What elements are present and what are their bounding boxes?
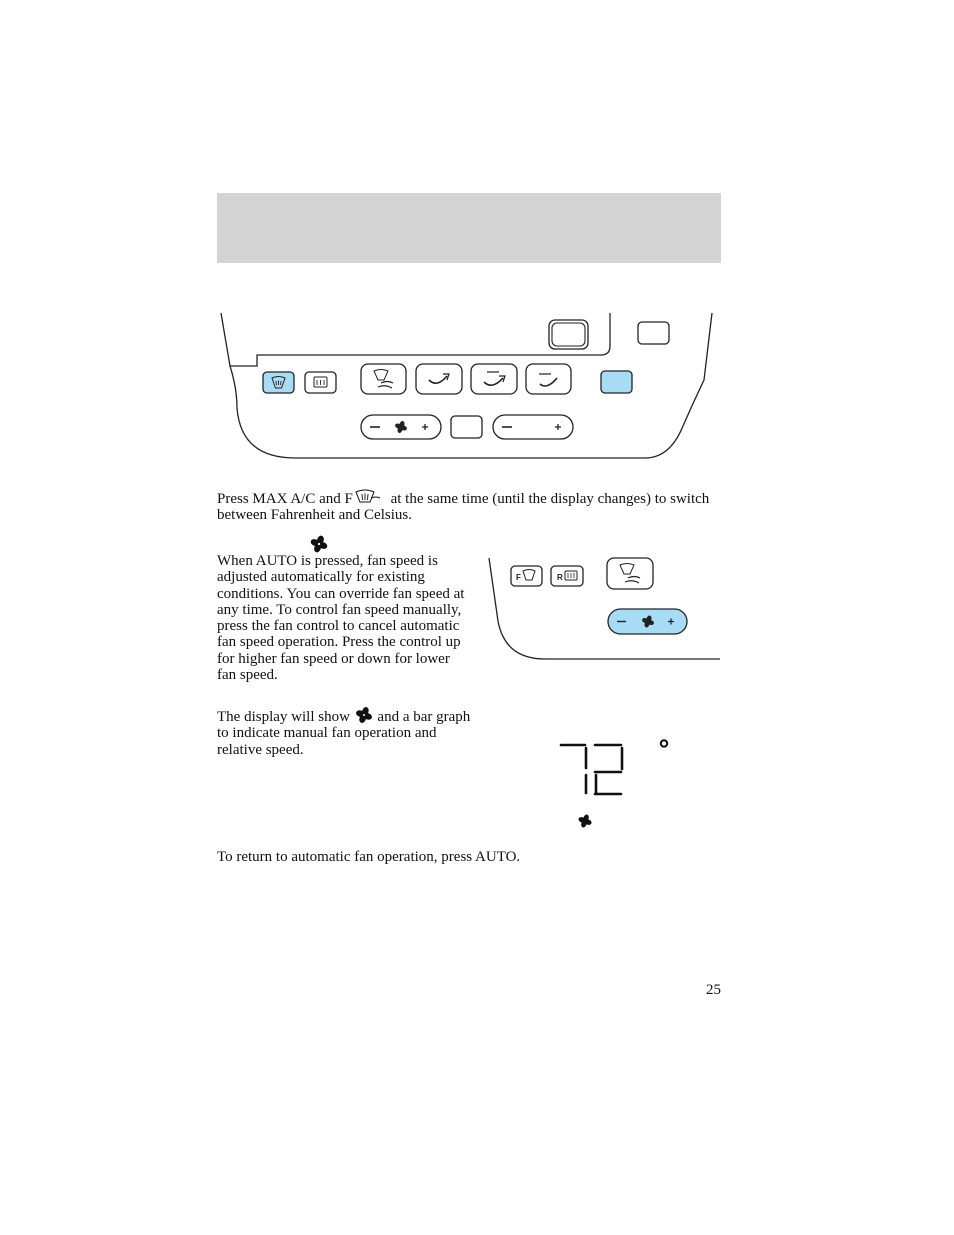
para3-text-end: and a bar graph to indicate manual fan operation and relative speed. xyxy=(217,709,471,758)
rear-defrost-button xyxy=(305,372,336,393)
para1-text-start: Press MAX A/C and F xyxy=(217,491,353,507)
para3-text-start: The display will show xyxy=(217,709,354,725)
defrost-floor-mode-button xyxy=(361,364,406,394)
small-front-defrost-button xyxy=(511,566,542,586)
small-rear-label: R xyxy=(557,573,563,582)
top-right-button xyxy=(638,322,669,344)
small-rear-defrost-button xyxy=(551,566,583,586)
paragraph-display-fan xyxy=(217,706,472,758)
para1-text-end: at the same time (until the display changes) to switch between Fahrenheit and Celsius. xyxy=(217,491,710,524)
auto-button xyxy=(601,371,632,393)
small-defrost-floor-button xyxy=(607,558,653,589)
panel-mode-button xyxy=(416,364,462,394)
fan-speed-rocker xyxy=(361,415,441,439)
fan-inline-icon xyxy=(354,706,374,724)
panel-floor-mode-button xyxy=(471,364,517,394)
page-number: 25 xyxy=(706,982,721,998)
front-defrost-button xyxy=(263,372,294,393)
fan-heading-icon xyxy=(309,534,329,554)
center-square-button xyxy=(451,416,482,438)
front-defrost-inline-icon xyxy=(353,488,387,506)
inner-ring-button xyxy=(552,323,585,346)
paragraph-temperature-units xyxy=(217,488,722,524)
climate-control-panel-illustration xyxy=(215,308,720,464)
paragraph-return-auto: To return to automatic fan operation, press AUTO. xyxy=(217,849,521,865)
fan-control-panel-illustration xyxy=(485,553,722,663)
display-fan-icon xyxy=(576,812,593,829)
small-front-label: F xyxy=(516,573,521,582)
paragraph-auto-fan-speed: When AUTO is pressed, fan speed is adjusted automatically for existing conditions. You can override fan speed at any time. To control fan speed manually, press the fan control to cancel automatic fan speed operation. Press the control up for higher fan speed or down for lower fan speed. xyxy=(217,553,465,684)
temperature-rocker xyxy=(493,415,573,439)
temperature-display-illustration xyxy=(555,735,675,835)
section-header-band xyxy=(217,193,721,263)
floor-mode-button xyxy=(526,364,571,394)
small-fan-speed-rocker xyxy=(608,609,687,634)
